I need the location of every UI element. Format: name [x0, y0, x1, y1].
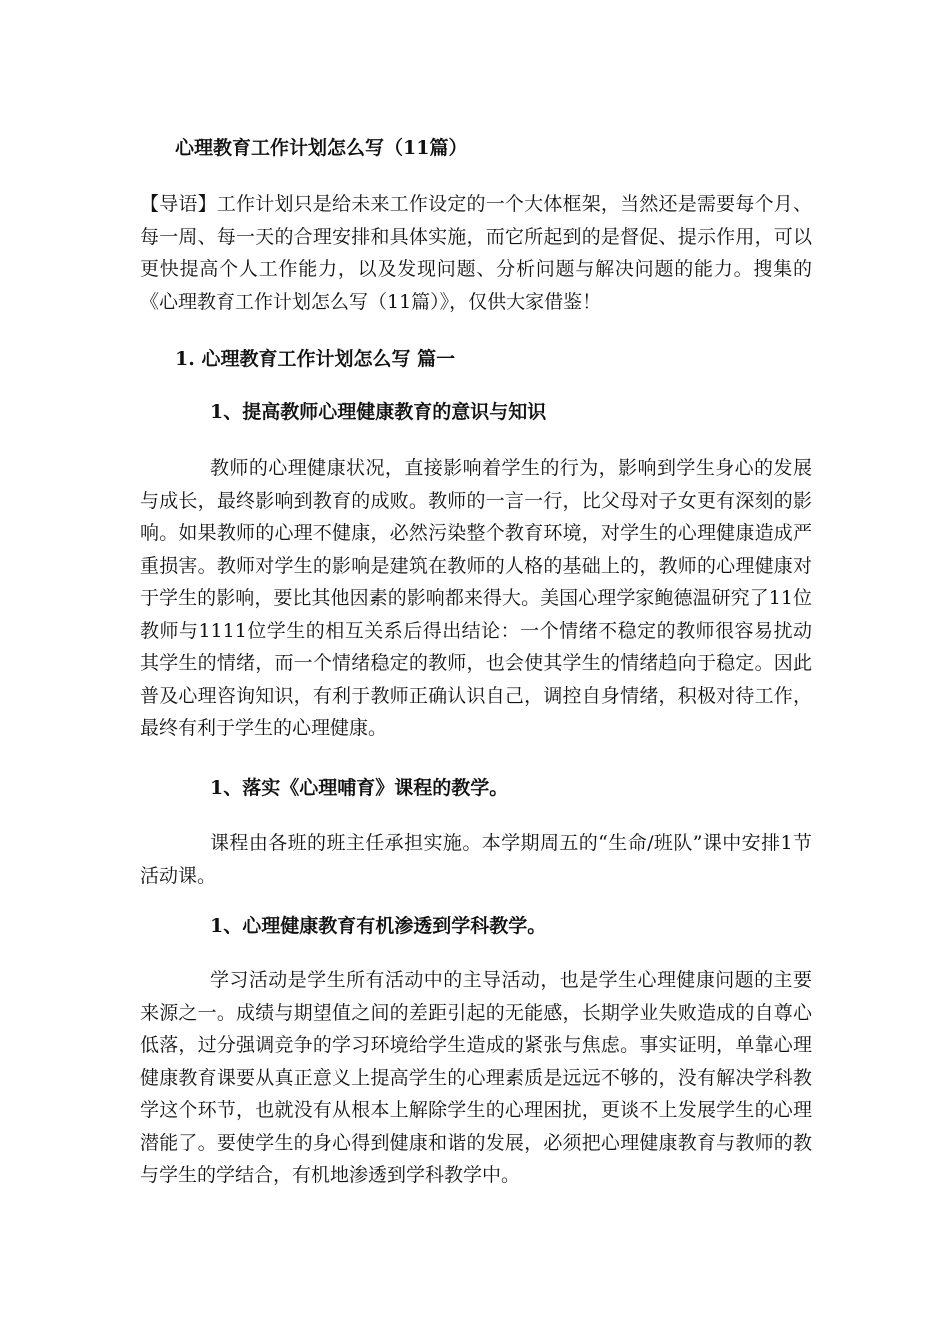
section-heading: 1. 心理教育工作计划怎么写 篇一: [175, 348, 456, 370]
subheading-teacher-awareness: 1、提高教师心理健康教育的意识与知识: [210, 401, 547, 423]
subheading-course-teaching: 1、落实《心理哺育》课程的教学。: [210, 777, 509, 799]
document-title: 心理教育工作计划怎么写（11篇）: [175, 137, 468, 159]
subheading-subject-integration: 1、心理健康教育有机渗透到学科教学。: [210, 915, 547, 937]
paragraph-teacher-mental-health: 教师的心理健康状况，直接影响着学生的行为，影响到学生身心的发展与成长，最终影响到教育的成败。教师的一言一行，比父母对子女更有深刻的影响。如果教师的心理不健康，必然污染整个教育环境，对学生的心理健康造成严重损害。教师对学生的影响是建筑在教师的人格的基础上的，教师的心理健康对于学生的影响，要比其他因素的影响都来得大。美国心理学家鲍德温研究了11位教师与1111位学生的相互关系后得出结论：一个情绪不稳定的教师很容易扰动其学生的情绪，而一个情绪稳定的教师，也会使其学生的情绪趋向于稳定。因此普及心理咨询知识，有利于教师正确认识自己，调控自身情绪，积极对待工作，最终有利于学生的心理健康。: [140, 457, 812, 739]
paragraph-subject-teaching: 学习活动是学生所有活动中的主导活动，也是学生心理健康问题的主要来源之一。成绩与期望值之间的差距引起的无能感，长期学业失败造成的自尊心低落，过分强调竞争的学习环境给学生造成的紧张与焦虑。事实证明，单靠心理健康教育课要从真正意义上提高学生的心理素质是远远不够的，没有解决学科教学这个环节，也就没有从根本上解除学生的心理困扰，更谈不上发展学生的心理潜能了。要使学生的身心得到健康和谐的发展，必须把心理健康教育与教师的教与学生的学结合，有机地渗透到学科教学中。: [140, 969, 812, 1186]
intro-paragraph: 【导语】工作计划只是给未来工作设定的一个大体框架，当然还是需要每个月、每一周、每一天的合理安排和具体实施，而它所起到的是督促、提示作用，可以更快提高个人工作能力，以及发现问题、分析问题与解决问题的能力。搜集的《心理教育工作计划怎么写（11篇）》，仅供大家借鉴！: [140, 193, 812, 313]
paragraph-course-implementation: 课程由各班的班主任承担实施。本学期周五的“生命/班队”课中安排1节活动课。: [140, 832, 812, 887]
